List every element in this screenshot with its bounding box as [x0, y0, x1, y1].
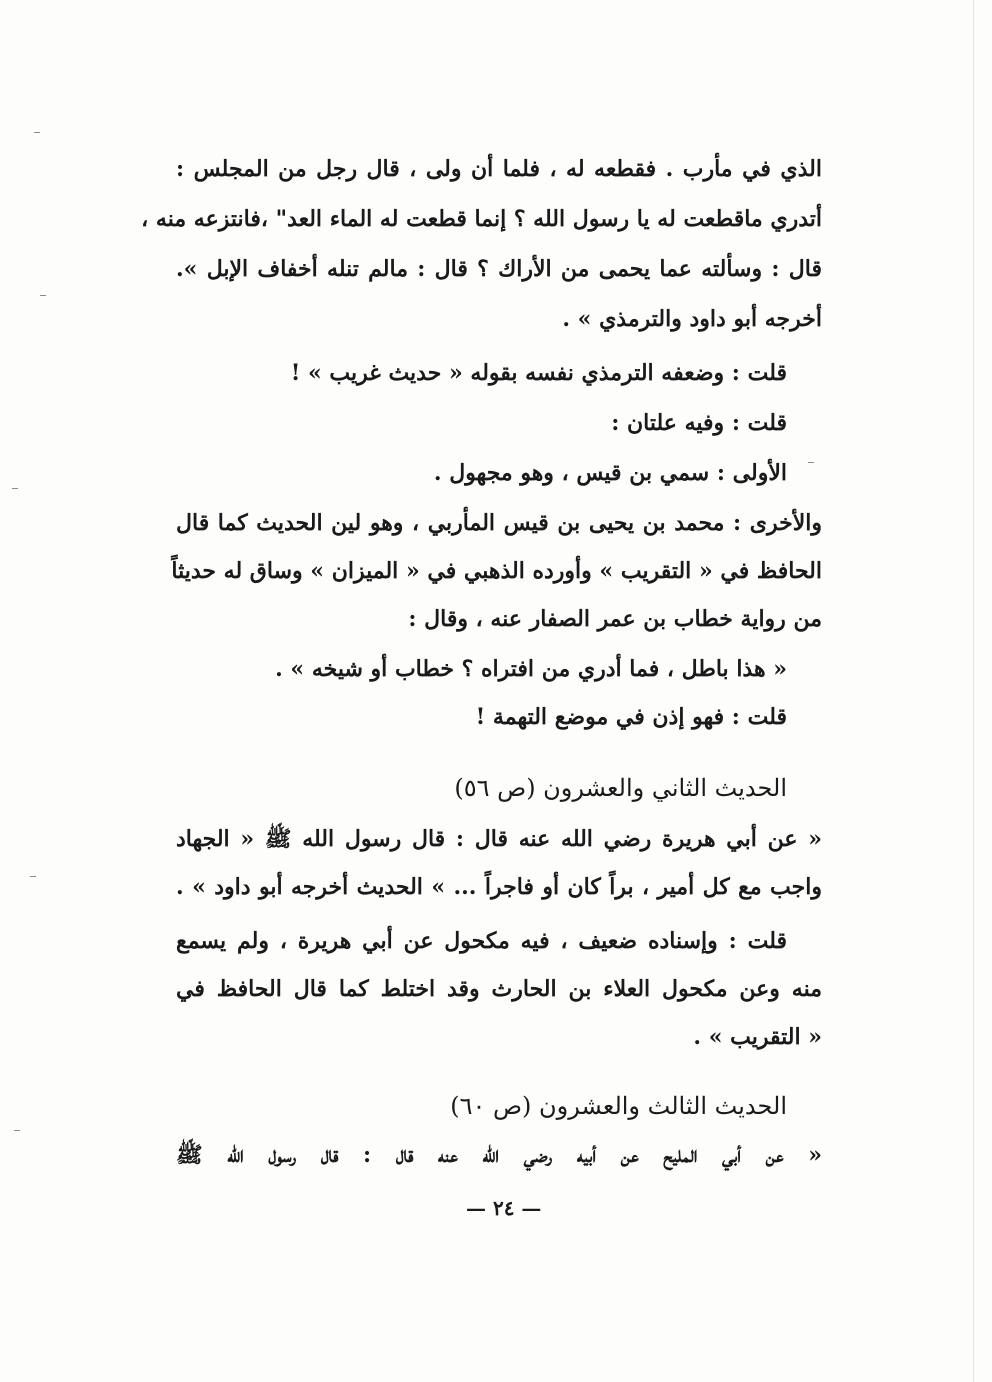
text-line: « عن أبي المليح عن أبيه رضي الله عنه قال : قال رسول الله ﷺ [176, 1142, 822, 1168]
scan-speck [12, 488, 18, 489]
text-line: « عن أبي هريرة رضي الله عنه قال : قال رسول الله ﷺ « الجهاد [176, 826, 822, 852]
text-line: قلت : وفيه علتان : [611, 410, 787, 436]
scan-speck [40, 295, 46, 296]
section-heading: الحديث الثاني والعشرون (ص ٥٦) [454, 774, 787, 802]
text-line: قلت : فهو إذن في موضع التهمة ! [475, 704, 787, 730]
text-line: قلت : وإسناده ضعيف ، فيه مكحول عن أبي هريرة ، ولم يسمع [176, 928, 787, 954]
text-line: منه وعن مكحول العلاء بن الحارث وقد اختلط كما قال الحافظ في [176, 976, 822, 1002]
text-line: أتدري ماقطعت له يا رسول الله ؟ إنما قطعت له الماء العد" ،فانتزعه منه ، [141, 206, 822, 232]
text-line: الذي في مأرب . فقطعه له ، فلما أن ولى ، قال رجل من المجلس : [176, 156, 822, 182]
text-line: الحافظ في « التقريب » وأورده الذهبي في « الميزان » وساق له حديثاً [171, 558, 822, 584]
text-line: الأولى : سمي بن قيس ، وهو مجهول . [433, 460, 787, 486]
text-line: « التقريب » . [693, 1024, 822, 1050]
section-heading: الحديث الثالث والعشرون (ص ٦٠) [450, 1092, 787, 1120]
text-line: أخرجه أبو داود والترمذي » . [562, 306, 822, 332]
text-line: قلت : وضعفه الترمذي نفسه بقوله « حديث غريب » ! [290, 360, 787, 386]
page-edge-line [973, 0, 974, 1382]
text-line: من رواية خطاب بن عمر الصفار عنه ، وقال : [408, 606, 822, 632]
text-line: واجب مع كل أمير ، براً كان أو فاجراً ... » الحديث أخرجه أبو داود » . [176, 874, 822, 900]
scan-speck [14, 1130, 20, 1131]
text-line: والأخرى : محمد بن يحيى بن قيس المأربي ، وهو لين الحديث كما قال [176, 510, 822, 536]
quote-line: « هذا باطل ، فما أدري من افتراه ؟ خطاب أو شيخه » . [275, 656, 787, 682]
text-line: قال : وسألته عما يحمى من الأراك ؟ قال : مالم تنله أخفاف الإبل ». [176, 256, 822, 282]
page-number: — ٢٤ — [466, 1196, 542, 1220]
scan-speck [808, 462, 814, 463]
scan-speck [30, 876, 36, 877]
scan-speck [34, 132, 40, 133]
